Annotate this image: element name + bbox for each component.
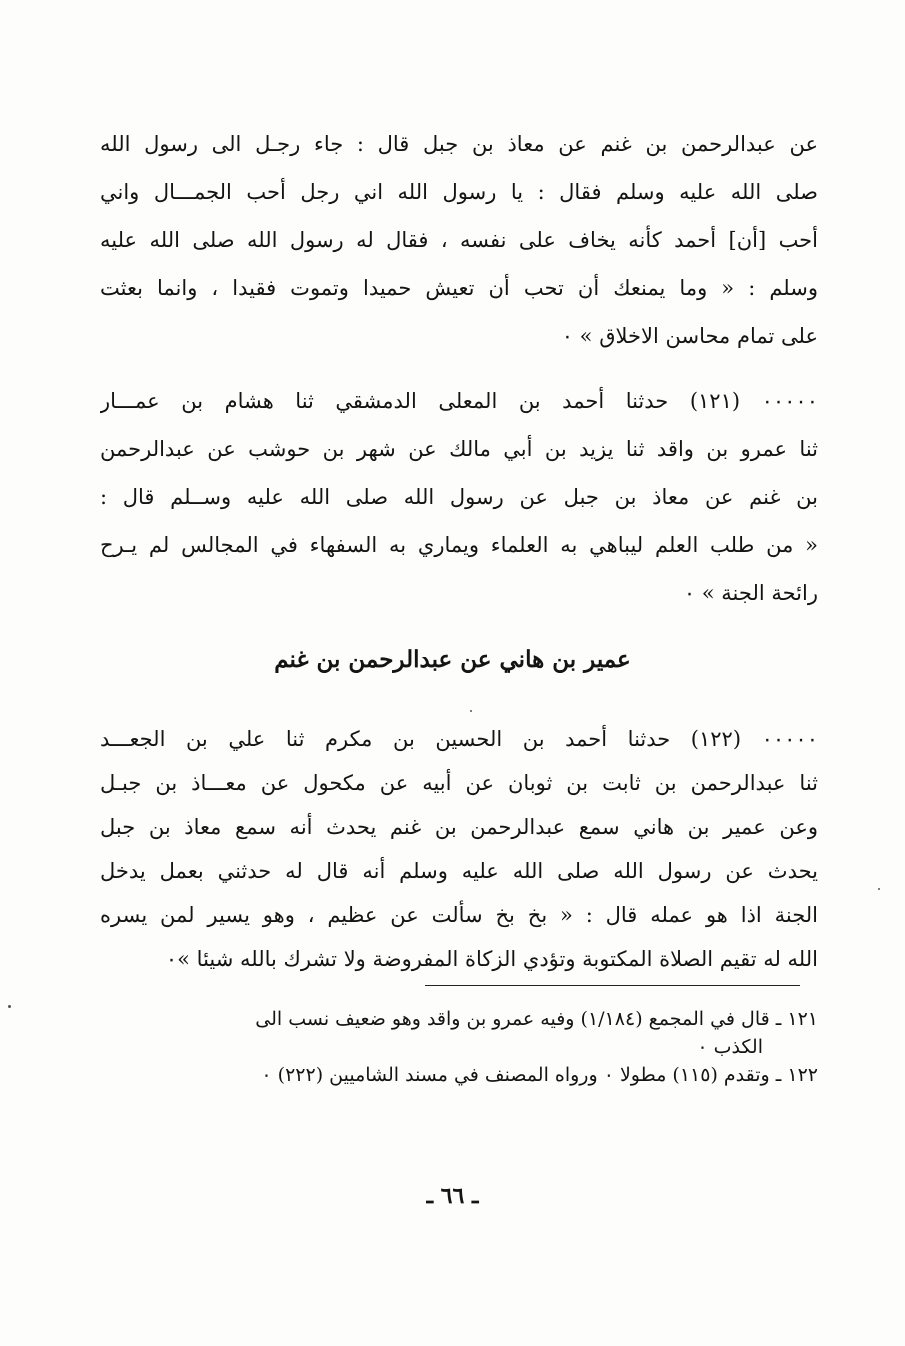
paragraph-hadith-122 (100, 717, 818, 981)
text-line: ٠٠٠٠٠ (١٢٢) حدثنا أحمد بن الحسين بن مكرم ثنا علي بن الجعـــد (100, 727, 818, 751)
scan-speck (8, 1005, 11, 1008)
page-number: ـ ٦٦ ـ (426, 1183, 479, 1209)
footnote-121: ١٢١ ـ قال في المجمع (١/١٨٤) وفيه عمرو بن واقد وهو ضعيف نسب الى (255, 1008, 818, 1030)
footnotes (100, 1005, 818, 1089)
text-line: ثنا عمرو بن واقد ثنا يزيد بن أبي مالك عن شهر بن حوشب عن عبدالرحمن (100, 437, 818, 461)
section-heading: عمير بن هاني عن عبدالرحمن بن غنم (274, 646, 631, 673)
paragraph-hadith-120-ending (100, 120, 818, 360)
scan-speck (878, 888, 880, 890)
footnote-separator (425, 985, 800, 986)
footnote-122: ١٢٢ ـ وتقدم (١١٥) مطولا ٠ ورواه المصنف في مسند الشاميين (٢٢٢) ٠ (261, 1064, 818, 1086)
scan-speck (470, 710, 472, 712)
text-line: « من طلب العلم ليباهي به العلماء ويماري به السفهاء في المجالس لم يـرح (100, 533, 818, 557)
text-line: بن غنم عن معاذ بن جبل عن رسول الله صلى الله عليه وســلم قال : (100, 485, 818, 509)
paragraph-hadith-121 (100, 377, 818, 617)
text-line: أحب [أن] أحمد كأنه يخاف على نفسه ، فقال له رسول الله صلى الله عليه (100, 228, 818, 252)
text-line: رائحة الجنة » ٠ (683, 581, 818, 605)
text-line: صلى الله عليه وسلم فقال : يا رسول الله اني رجل أحب الجمـــال واني (100, 180, 818, 204)
text-line: وسلم : « وما يمنعك أن تحب أن تعيش حميدا وتموت فقيدا ، وانما بعثت (100, 276, 818, 300)
text-line: عن عبدالرحمن بن غنم عن معاذ بن جبل قال : جاء رجـل الى رسول الله (100, 132, 818, 156)
text-line: يحدث عن رسول الله صلى الله عليه وسلم أنه قال له حدثني بعمل يدخل (100, 859, 818, 883)
text-line: ثنا عبدالرحمن بن ثابت بن ثوبان عن أبيه عن مكحول عن معـــاذ بن جبـل (100, 771, 818, 795)
text-line: الله له تقيم الصلاة المكتوبة وتؤدي الزكاة المفروضة ولا تشرك بالله شيئا »٠ (165, 947, 818, 971)
text-line: ٠٠٠٠٠ (١٢١) حدثنا أحمد بن المعلى الدمشقي ثنا هشام بن عمـــار (100, 389, 818, 413)
footnote-121-continuation: الكذب ٠ (697, 1036, 763, 1058)
text-line: وعن عمير بن هاني سمع عبدالرحمن بن غنم يحدث أنه سمع معاذ بن جبل (100, 815, 818, 839)
text-line: على تمام محاسن الاخلاق » ٠ (561, 324, 818, 348)
text-line: الجنة اذا هو عمله قال : « بخ بخ سألت عن عظيم ، وهو يسير لمن يسره (100, 903, 818, 927)
